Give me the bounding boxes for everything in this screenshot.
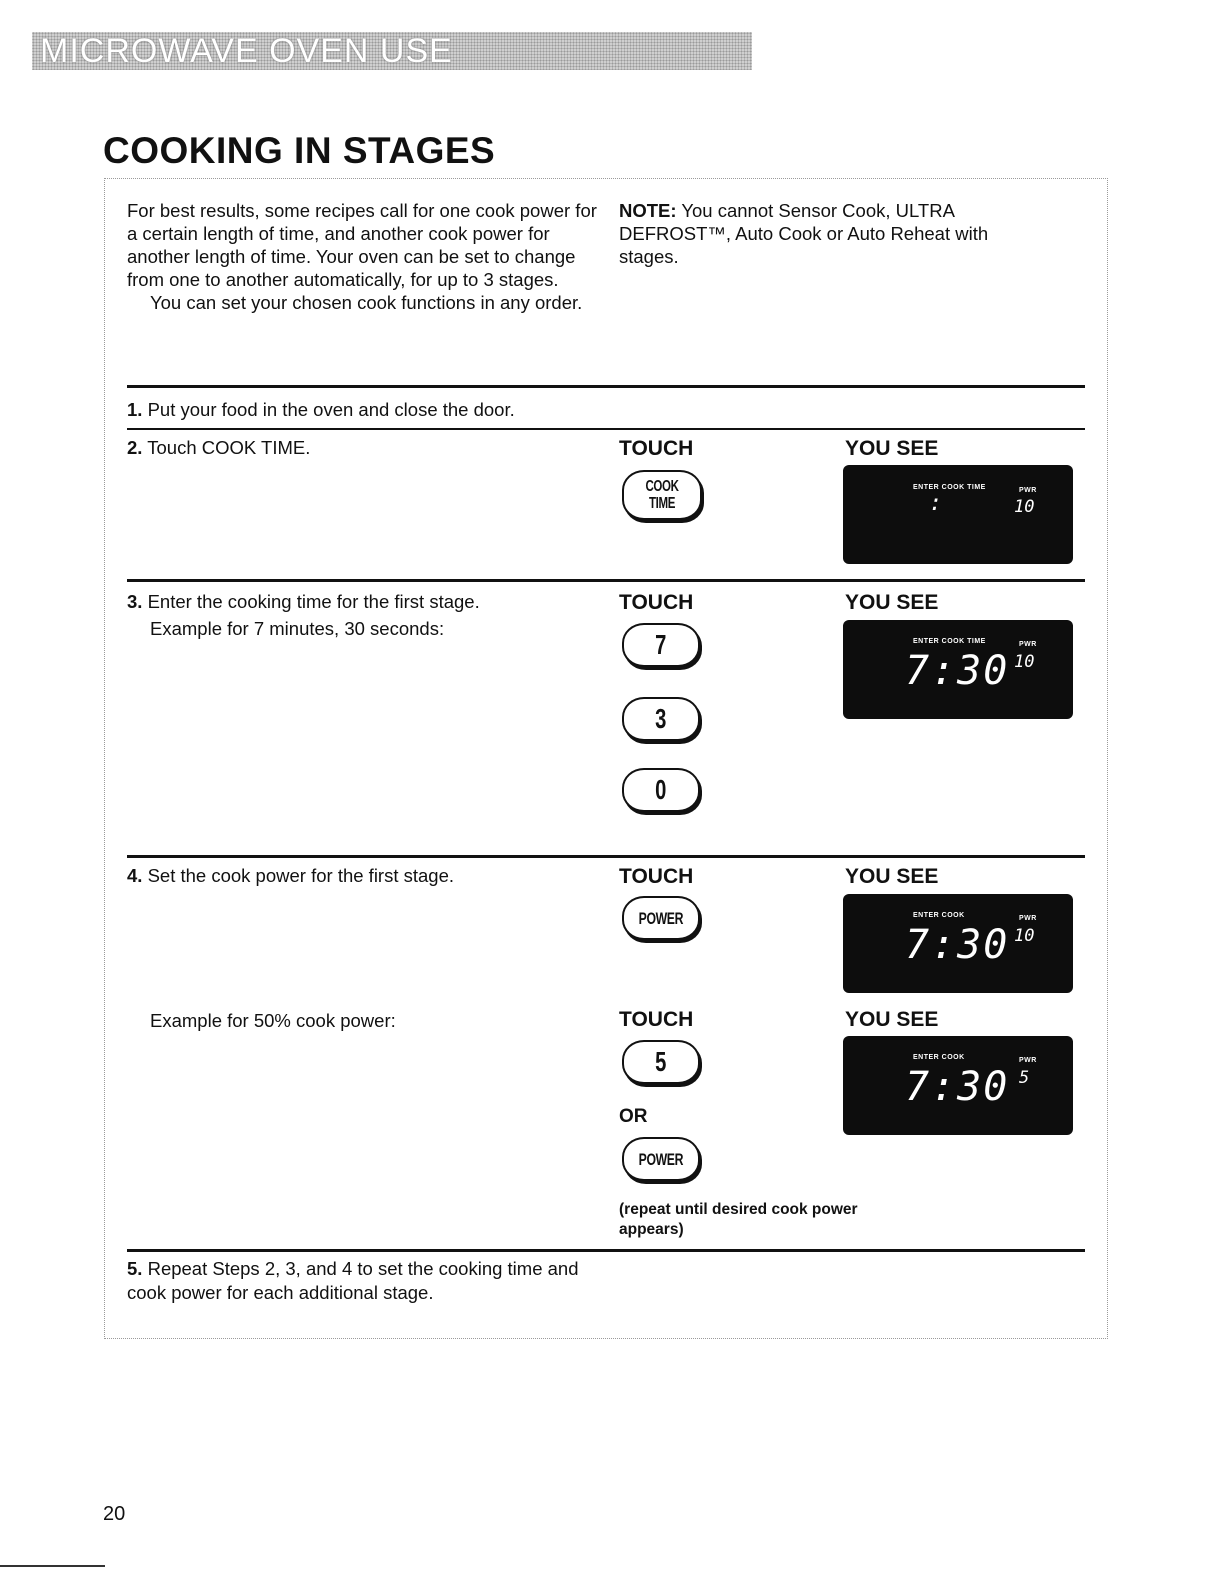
bottom-edge-mark [0,1565,105,1567]
page-number: 20 [103,1503,126,1525]
section-banner-text: MICROWAVE OVEN USE [40,32,453,70]
step-number: 3. [127,591,143,612]
oven-display [843,894,1073,993]
step-number: 4. [127,865,143,886]
display-indicators: ENTER COOK [913,912,965,919]
display-readout: 7:30 [905,1064,1010,1110]
intro-paragraph-2: You can set your chosen cook functions in any order. [150,292,583,313]
repeat-note: (repeat until desired cook power appears) [619,1201,858,1238]
oven-display [843,620,1073,719]
display-indicators: ENTER COOK TIME [913,638,986,645]
step-text: Set the cook power for the first stage. [147,865,455,886]
step-example: Example for 7 minutes, 30 seconds: [150,618,445,639]
display-indicators: ENTER COOK TIME [913,484,986,491]
you-see-heading: YOU SEE [845,1008,939,1031]
display-pwr-label: PWR [1019,487,1037,494]
step-number: 5. [127,1258,143,1279]
page-title: COOKING IN STAGES [103,130,496,171]
step-2 [127,436,597,460]
display-power-value: 5 [1019,1068,1030,1088]
display-pwr-label: PWR [1019,915,1037,922]
oven-display [843,1036,1073,1135]
content-frame [104,178,1108,1339]
touch-heading: TOUCH [619,437,694,460]
display-readout: 7:30 [905,922,1010,968]
power-key-icon: POWER [622,896,700,940]
number-5-key-icon: 5 [622,1040,700,1084]
step-5 [127,1257,607,1305]
display-indicators: ENTER COOK [913,1054,965,1061]
display-power-value: 10 [1014,926,1035,946]
step-text: Enter the cooking time for the first stage. [147,591,480,612]
you-see-heading: YOU SEE [845,437,939,460]
step-example: Example for 50% cook power: [150,1010,396,1031]
power-key-icon: POWER [622,1137,700,1181]
or-label: OR [619,1106,648,1127]
note-text: You cannot Sensor Cook, ULTRA DEFROST™, Auto Cook or Auto Reheat with stages. [619,200,989,267]
touch-heading: TOUCH [619,1008,694,1031]
step-4 [127,864,597,888]
display-pwr-label: PWR [1019,1057,1037,1064]
divider-rule [127,579,1085,582]
divider-rule [127,1249,1085,1252]
cook-time-key-icon: COOK TIME [622,470,702,520]
display-pwr-label: PWR [1019,641,1037,648]
note-label: NOTE: [619,200,677,221]
touch-heading: TOUCH [619,865,694,888]
divider-rule [127,385,1085,388]
divider-rule [127,428,1085,430]
you-see-heading: YOU SEE [845,865,939,888]
intro-paragraph-1: For best results, some recipes call for one cook power for a certain length of time, and another cook power for another length of time. Your oven can be set to change from one to another automatically, for up to 3 stages. [127,200,597,290]
touch-heading: TOUCH [619,591,694,614]
number-3-key-icon: 3 [622,697,700,741]
intro-text [127,199,597,314]
intro-note [619,199,1049,268]
step-4-example [127,1009,597,1033]
number-7-key-icon: 7 [622,623,700,667]
step-number: 1. [127,399,143,420]
step-text: Touch COOK TIME. [147,437,311,458]
number-0-key-icon: 0 [622,768,700,812]
step-number: 2. [127,437,143,458]
display-power-value: 10 [1014,497,1035,517]
step-text: Repeat Steps 2, 3, and 4 to set the cooking time and cook power for each additional stage. [127,1258,579,1303]
display-readout: : [929,491,945,516]
step-text: Put your food in the oven and close the door. [147,399,515,420]
you-see-heading: YOU SEE [845,591,939,614]
step-1 [127,398,597,422]
display-power-value: 10 [1014,652,1035,672]
oven-display [843,465,1073,564]
step-3 [127,590,597,641]
divider-rule [127,855,1085,858]
display-readout: 7:30 [905,648,1010,694]
